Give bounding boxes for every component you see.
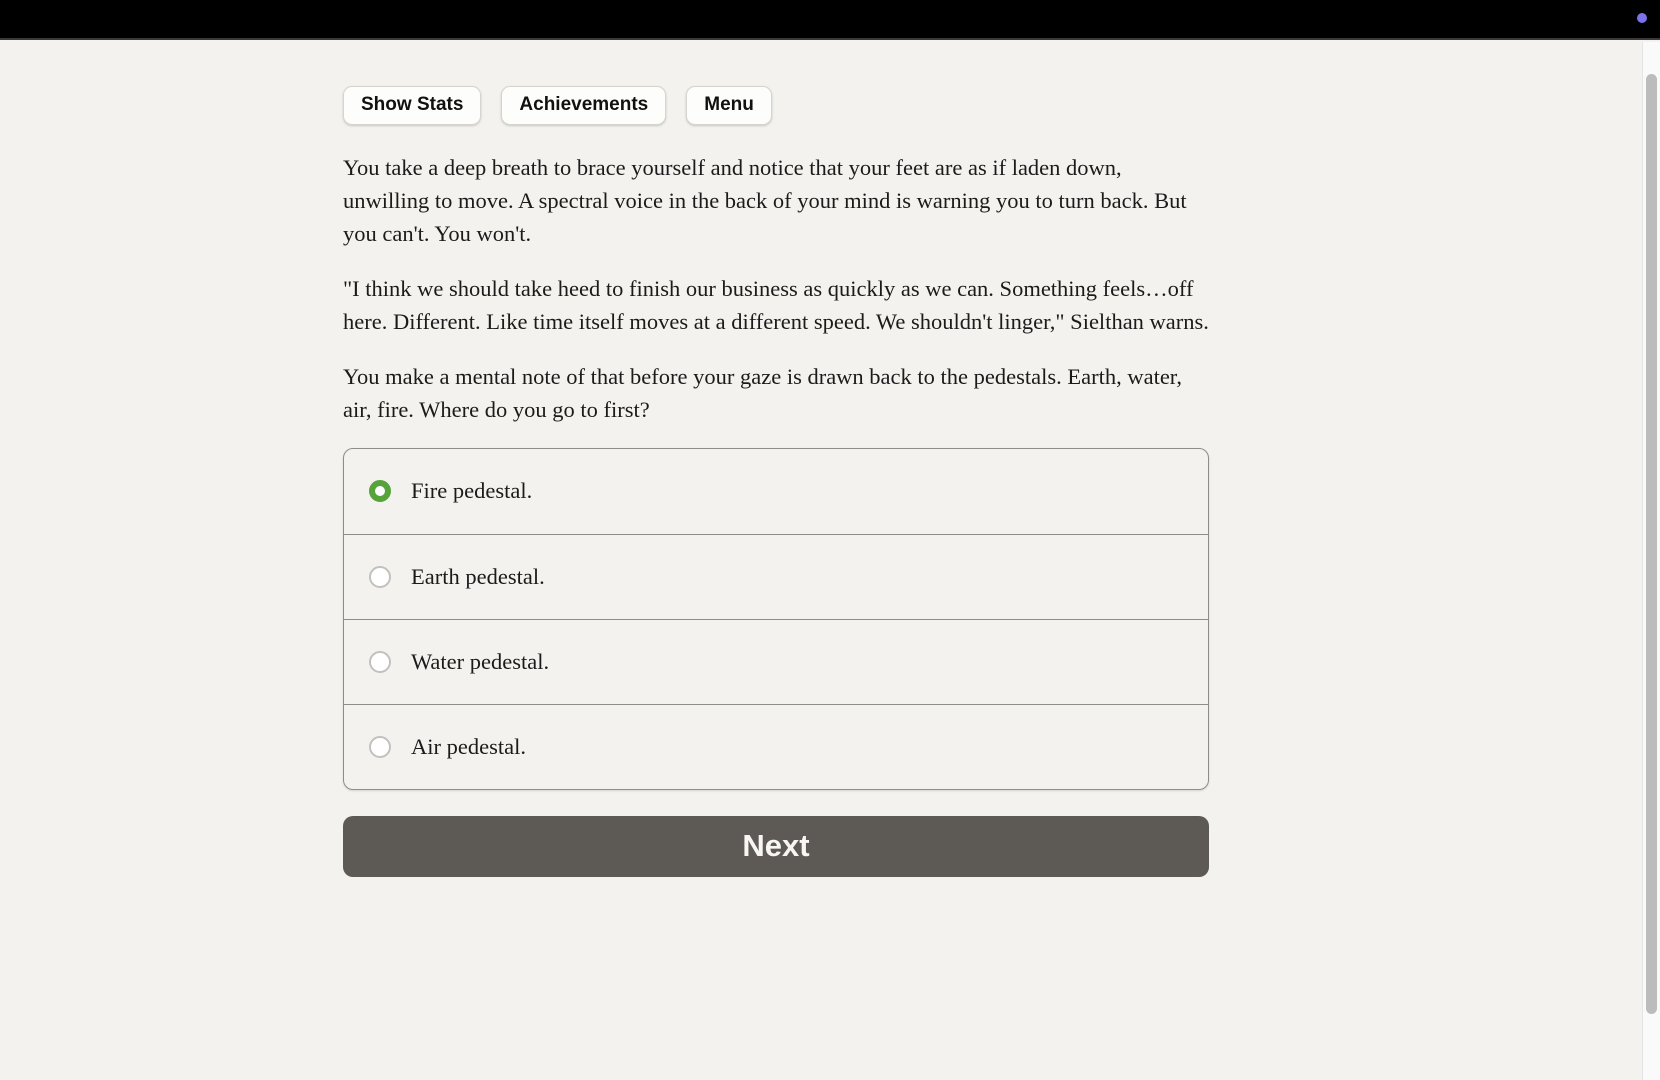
choice-option-fire[interactable] [344,449,1208,534]
story-paragraph: You take a deep breath to brace yourself and notice that your feet are as if laden down, unwilling to move. A spectral voice in the back of your mind is warning you to turn back. But you can't. You won't. [343,154,1187,246]
radio-button-icon[interactable] [369,566,391,588]
radio-button-icon[interactable] [369,480,391,502]
radio-button-icon[interactable] [369,651,391,673]
choice-option-water[interactable] [344,619,1208,704]
show-stats-button[interactable]: Show Stats [343,86,481,125]
story-paragraph: "I think we should take heed to finish our business as quickly as we can. Something feels…off here. Different. Like time itself moves at a different speed. We shouldn't linger," Sielthan warns. [343,275,1209,334]
achievements-button[interactable]: Achievements [501,86,666,125]
choice-option-label: Water pedestal. [411,648,550,674]
radio-button-icon[interactable] [369,736,391,758]
scrollbar-thumb[interactable] [1646,74,1657,1014]
choice-option-earth[interactable] [344,534,1208,619]
game-content [343,40,1209,877]
next-button[interactable]: Next [343,816,1209,877]
toolbar [343,86,1209,125]
story-paragraph: You make a mental note of that before your gaze is drawn back to the pedestals. Earth, water, air, fire. Where do you go to first? [343,363,1183,422]
notification-dot [1637,13,1647,23]
choice-list [343,448,1209,790]
choice-option-label: Fire pedestal. [411,478,533,504]
scrollbar-track[interactable] [1642,42,1660,1080]
menu-button[interactable]: Menu [686,86,772,125]
top-bar [0,0,1660,40]
choice-option-label: Air pedestal. [411,733,526,759]
choice-option-air[interactable] [344,704,1208,789]
choice-option-label: Earth pedestal. [411,563,545,589]
story-text [343,151,1209,426]
